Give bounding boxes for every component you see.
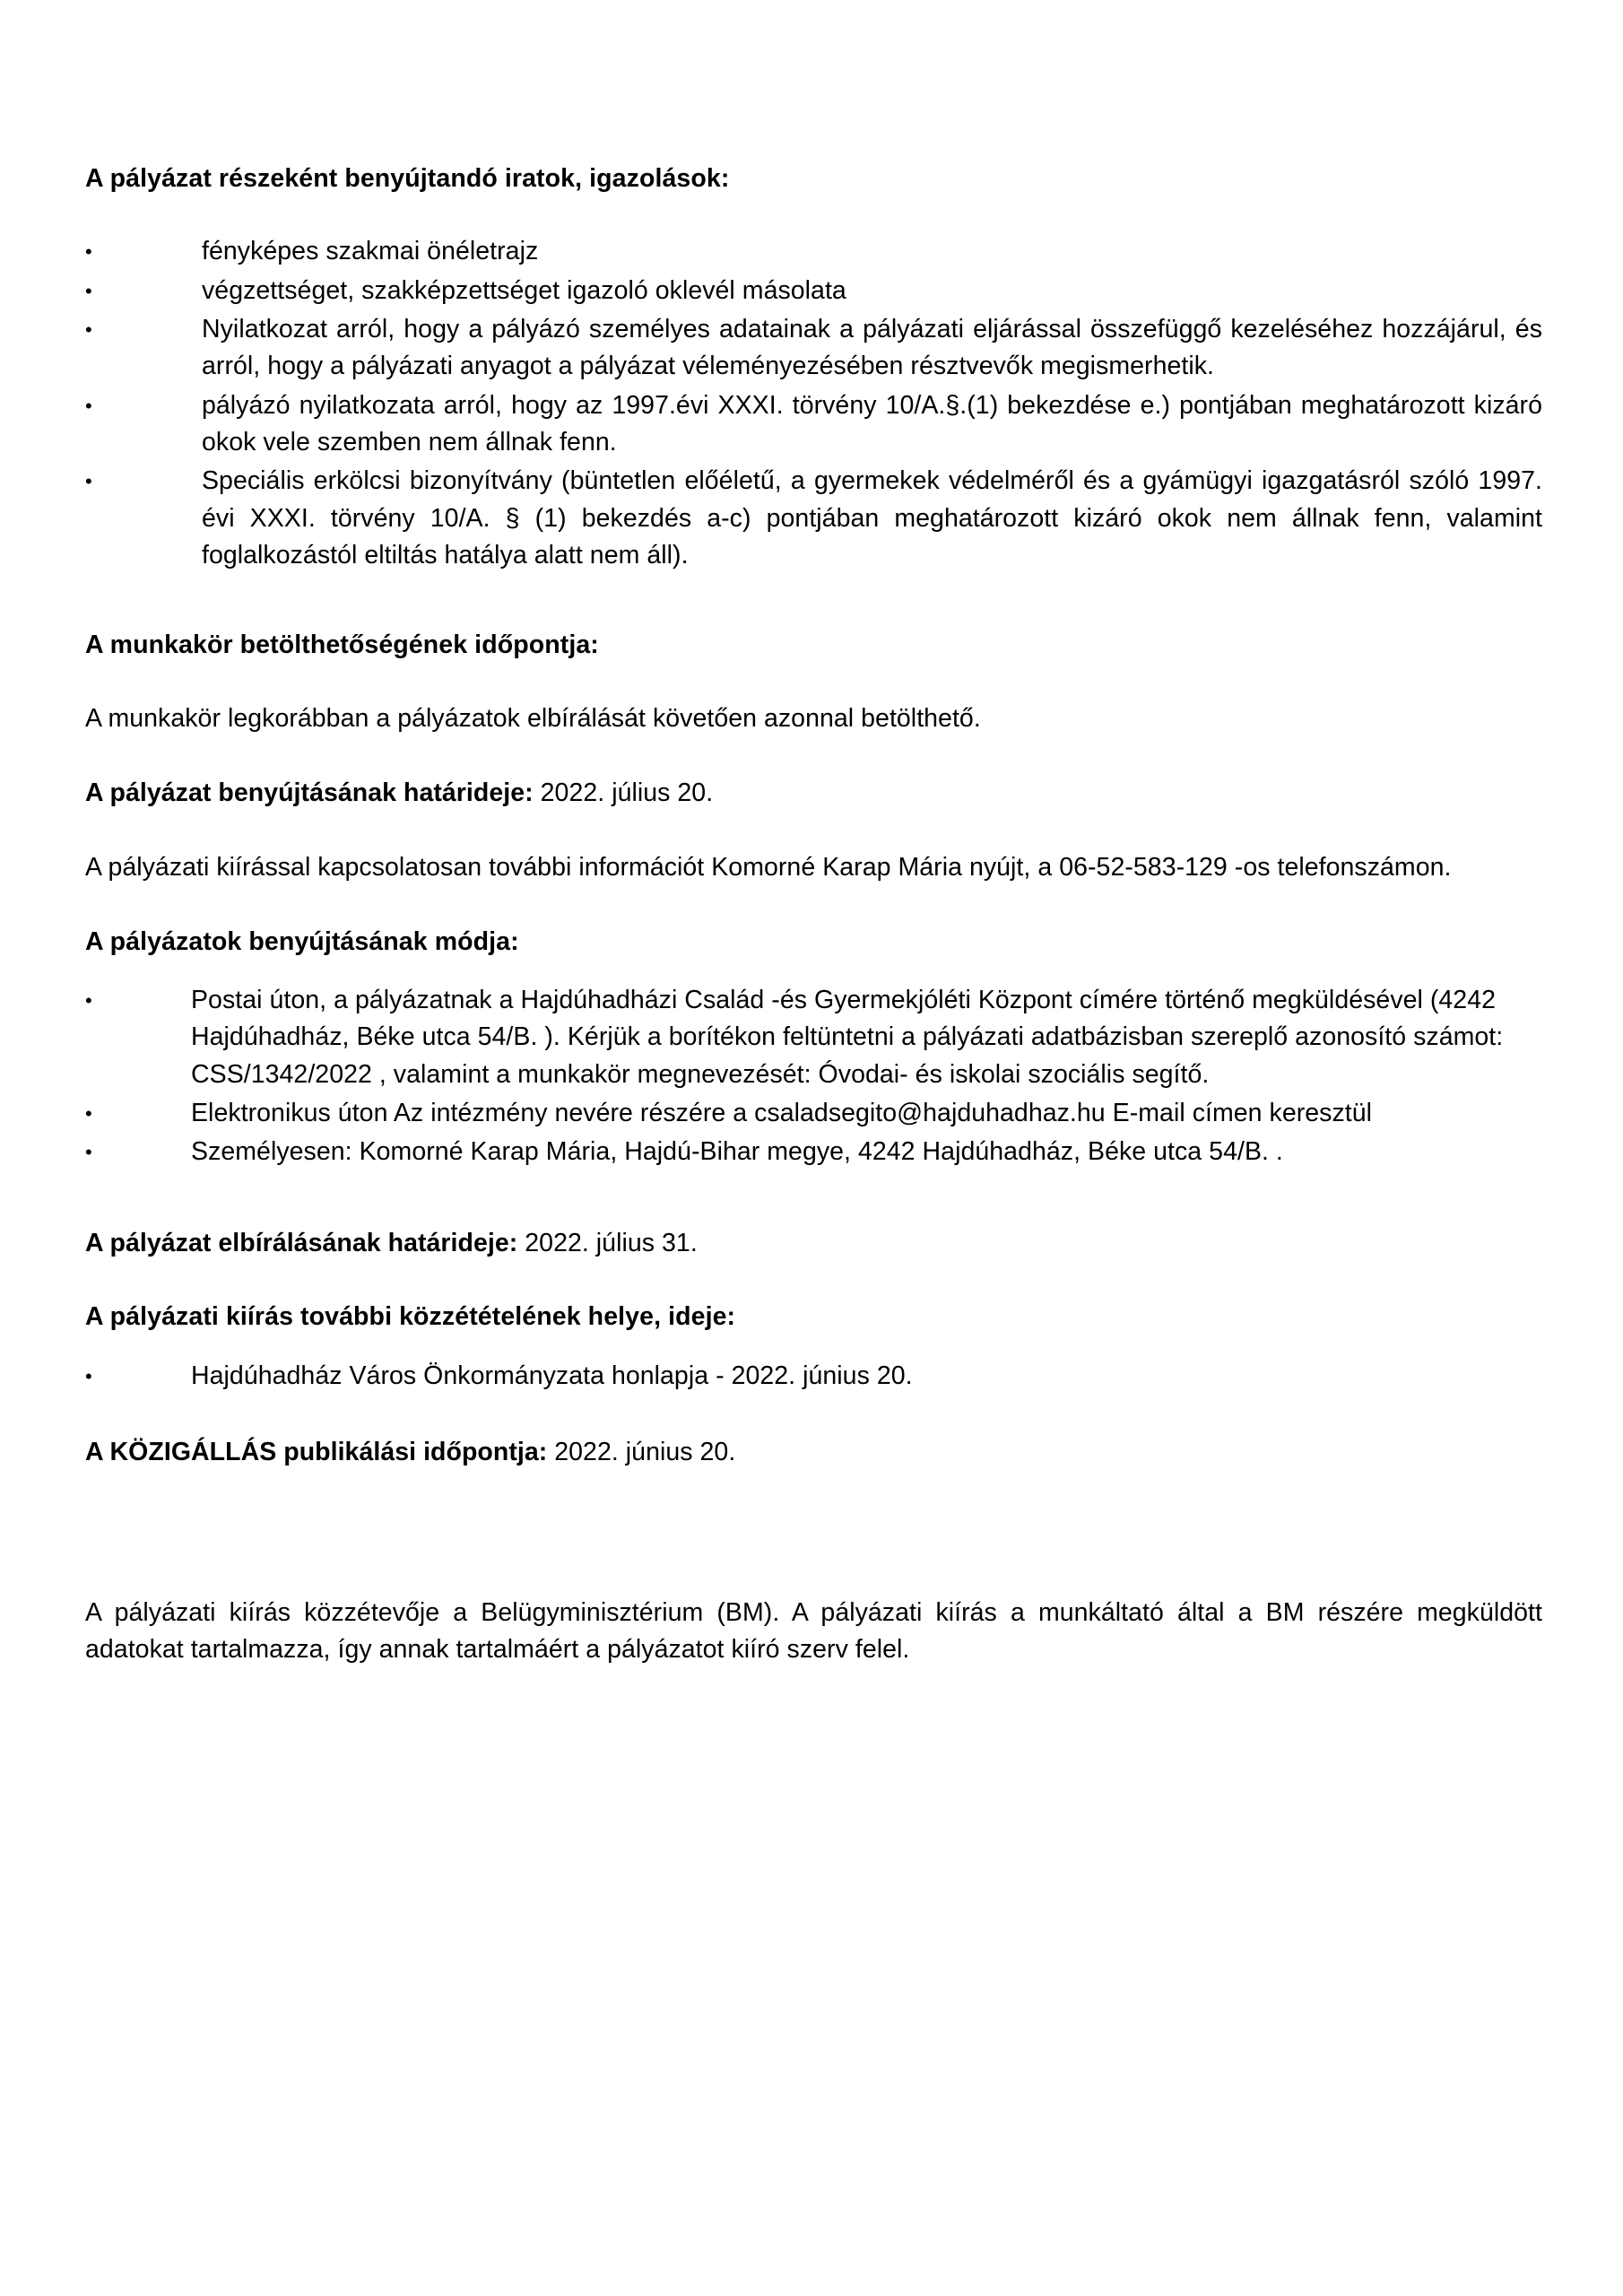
spacer bbox=[85, 959, 1542, 982]
spacer bbox=[85, 576, 1542, 628]
list-item bbox=[85, 463, 1542, 574]
list-item-text: Nyilatkozat arról, hogy a pályázó személyes adatainak a pályázati eljárással összefüggő kezeléséhez hozzájárul, és arról, hogy a pályázati anyagot a pályázat véleményezésében résztvevők megismerhetik. bbox=[202, 315, 1542, 381]
submission-deadline-label: A pályázat benyújtásának határideje: bbox=[85, 778, 534, 808]
list-item-text: Postai úton, a pályázatnak a Hajdúhadházi Család -és Gyermekjóléti Központ címére történő megküldésével (4242 Hajdúhadház, Béke utca 54/B. ). Kérjük a borítékon feltüntetni a pályázati adatbázisban szereplő azonosító számot: CSS/1342/2022 , valamint a munkakör megnevezését: Óvodai- és iskolai szociális segítő. bbox=[191, 986, 1504, 1089]
document-body bbox=[85, 161, 1542, 1669]
section-heading-start-date: A munkakör betölthetőségének időpontja: bbox=[85, 631, 599, 660]
spacer bbox=[85, 1262, 1542, 1300]
list-item-text: pályázó nyilatkozata arról, hogy az 1997.évi XXXI. törvény 10/A.§.(1) bekezdése e.) pontjában meghatározott kizáró okok vele szemben nem állnak fenn. bbox=[202, 390, 1542, 457]
bullet-icon: • bbox=[85, 989, 92, 1013]
submission-deadline-value: 2022. július 20. bbox=[533, 778, 714, 808]
section-heading-submission-method: A pályázatok benyújtásának módja: bbox=[85, 926, 519, 956]
list-item bbox=[85, 233, 1542, 270]
kozigallas-publication-date bbox=[85, 1434, 1542, 1471]
list-item-text: fényképes szakmai önéletrajz bbox=[202, 237, 539, 266]
spacer bbox=[85, 1557, 1542, 1595]
bullet-icon: • bbox=[85, 1364, 92, 1387]
list-item-text: végzettséget, szakképzettséget igazoló oklevél másolata bbox=[202, 275, 846, 305]
bullet-icon: • bbox=[85, 470, 92, 493]
list-item-text: Személyesen: Komorné Karap Mária, Hajdú-Bihar megye, 4242 Hajdúhadház, Béke utca 54/B. . bbox=[191, 1137, 1283, 1167]
spacer bbox=[85, 1173, 1542, 1225]
publication-place-list bbox=[85, 1358, 1542, 1395]
bullet-icon: • bbox=[85, 240, 92, 264]
section-text-start-date: A munkakör legkorábban a pályázatok elbírálását követően azonnal betölthető. bbox=[85, 703, 981, 733]
evaluation-deadline bbox=[85, 1225, 1542, 1262]
spacer bbox=[85, 1396, 1542, 1434]
list-item-text: Speciális erkölcsi bizonyítvány (büntetlen előéletű, a gyermekek védelméről és a gyámügyi igazgatásról szóló 1997. évi XXXI. törvény 10/A. § (1) bekezdés a-c) pontjában meghatározott kizáró okok nem állnak fenn, valamint foglalkozástól eltiltás hatálya alatt nem áll). bbox=[202, 466, 1542, 570]
list-item bbox=[85, 311, 1542, 386]
bullet-icon: • bbox=[85, 279, 92, 302]
kozigallas-value: 2022. június 20. bbox=[547, 1437, 736, 1466]
list-item-text: Elektronikus úton Az intézmény nevére részére a csaladsegito@hajduhadhaz.hu E-mail címen keresztül bbox=[191, 1099, 1373, 1128]
section-heading-publication-place: A pályázati kiírás további közzétételének helye, ideje: bbox=[85, 1302, 736, 1332]
spacer bbox=[85, 1471, 1542, 1557]
spacer bbox=[85, 737, 1542, 775]
list-item bbox=[85, 1095, 1542, 1132]
bullet-icon: • bbox=[85, 1102, 92, 1126]
list-item bbox=[85, 273, 1542, 309]
bullet-icon: • bbox=[85, 1141, 92, 1164]
spacer bbox=[85, 663, 1542, 700]
list-item bbox=[85, 387, 1542, 462]
bullet-icon: • bbox=[85, 394, 92, 417]
kozigallas-label: A KÖZIGÁLLÁS publikálási időpontja: bbox=[85, 1437, 548, 1466]
submission-deadline bbox=[85, 775, 1542, 812]
evaluation-deadline-label: A pályázat elbírálásának határideje: bbox=[85, 1228, 518, 1257]
footer-disclaimer-text: A pályázati kiírás közzétevője a Belügyminisztérium (BM). A pályázati kiírás a munkáltató által a BM részére megküldött adatokat tartalmazza, így annak tartalmáért a pályázatot kiíró szerv felel. bbox=[85, 1598, 1542, 1665]
spacer bbox=[85, 1335, 1542, 1358]
required-documents-list bbox=[85, 233, 1542, 574]
contact-info-text: A pályázati kiírással kapcsolatosan további információt Komorné Karap Mária nyújt, a 06-52-583-129 -os telefonszámon. bbox=[85, 853, 1452, 883]
list-item bbox=[85, 1134, 1542, 1170]
list-item-text: Hajdúhadház Város Önkormányzata honlapja - 2022. június 20. bbox=[191, 1361, 913, 1390]
spacer bbox=[85, 887, 1542, 925]
submission-method-list bbox=[85, 982, 1542, 1171]
bullet-icon: • bbox=[85, 318, 92, 342]
spacer bbox=[85, 812, 1542, 849]
list-item bbox=[85, 982, 1542, 1093]
evaluation-deadline-value: 2022. július 31. bbox=[517, 1228, 698, 1257]
list-item bbox=[85, 1358, 1542, 1395]
section-heading-required-documents: A pályázat részeként benyújtandó iratok, igazolások: bbox=[85, 164, 730, 193]
spacer bbox=[85, 196, 1542, 233]
